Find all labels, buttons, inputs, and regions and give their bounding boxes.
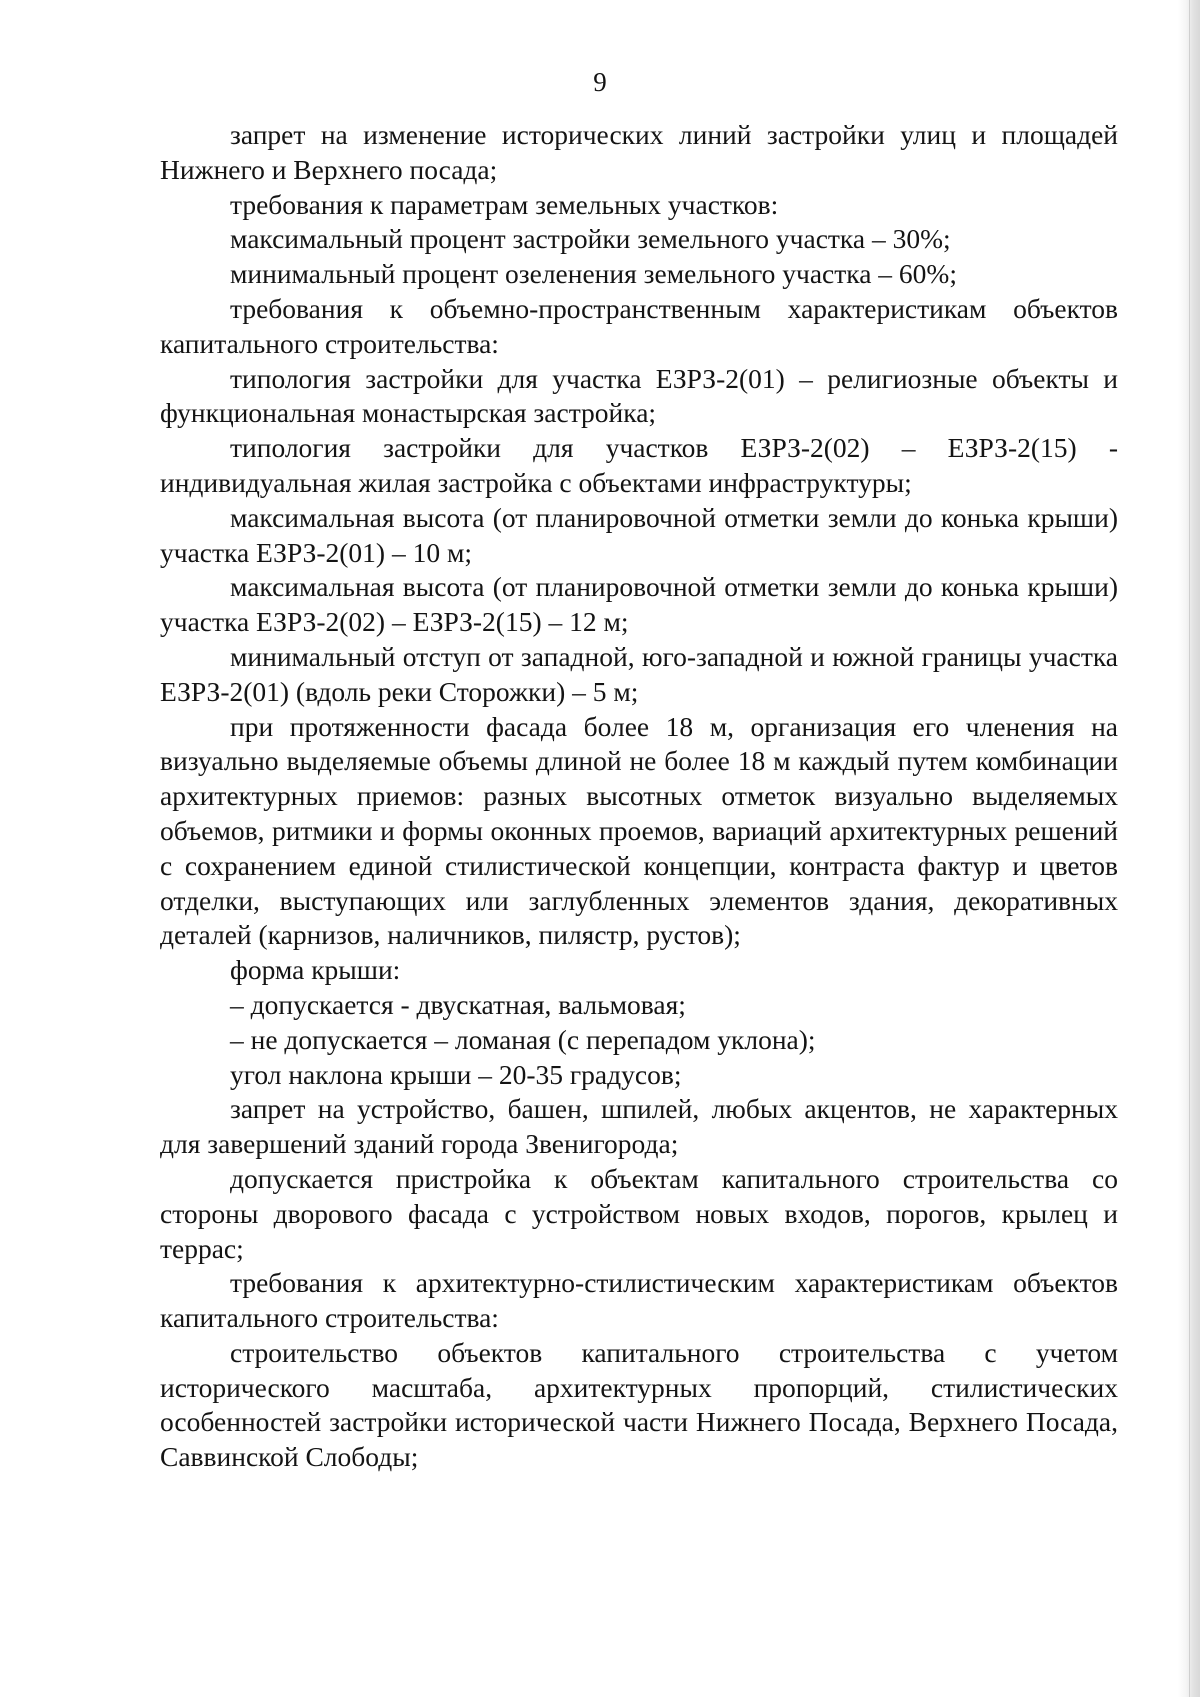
page-number: 9 xyxy=(593,67,607,97)
paragraph: минимальный отступ от западной, юго-западной и южной границы участка ЕЗРЗ-2(01) (вдоль реки Сторожки) – 5 м; xyxy=(160,640,1118,707)
paragraph: запрет на устройство, башен, шпилей, любых акцентов, не характерных для завершений зданий города Звенигорода; xyxy=(160,1093,1118,1160)
paragraph: форма крыши: xyxy=(230,954,401,986)
paragraph: при протяженности фасада более 18 м, организация его членения на визуально выделяемые объемы длиной не более 18 м каждый путем комбинации архитектурных приемов: разных высотных отметок визуально выделяемых объемов, ритмики и формы оконных проемов, вариаций архитектурных решений с сохранением единой стилистической концепции, контраста фактур и цветов отделки, выступающих или заглубленных элементов здания, декоративных деталей (карнизов, наличников, пилястр, рустов); xyxy=(160,710,1118,951)
paragraph: типология застройки для участка ЕЗРЗ-2(01) – религиозные объекты и функциональная монастырская застройка; xyxy=(160,362,1118,429)
paragraph: минимальный процент озеленения земельного участка – 60%; xyxy=(230,258,957,290)
paragraph: – не допускается – ломаная (с перепадом уклона); xyxy=(230,1023,816,1055)
scan-edge-line xyxy=(1189,0,1190,1697)
paragraph: максимальная высота (от планировочной отметки земли до конька крыши) участка ЕЗРЗ-2(02) – ЕЗРЗ-2(15) – 12 м; xyxy=(160,571,1118,638)
paragraph: максимальная высота (от планировочной отметки земли до конька крыши) участка ЕЗРЗ-2(01) – 10 м; xyxy=(160,501,1118,568)
paragraph: типология застройки для участков ЕЗРЗ-2(02) – ЕЗРЗ-2(15) - индивидуальная жилая застройка с объектами инфраструктуры; xyxy=(160,432,1118,498)
paragraph: допускается пристройка к объектам капитального строительства со стороны дворового фасада с устройством новых входов, порогов, крылец и террас; xyxy=(160,1162,1118,1264)
paragraph: максимальный процент застройки земельного участка – 30%; xyxy=(230,223,951,255)
paragraph: запрет на изменение исторических линий застройки улиц и площадей Нижнего и Верхнего посада; xyxy=(160,119,1118,185)
paragraph: – допускается - двускатная, вальмовая; xyxy=(230,988,686,1020)
document-body xyxy=(160,118,1118,1475)
paragraph: строительство объектов капитального строительства с учетом исторического масштаба, архитектурных пропорций, стилистических особенностей застройки исторической части Нижнего Посада, Верхнего Посада, Саввинской Слободы; xyxy=(160,1336,1118,1473)
paragraph: требования к объемно-пространственным характеристикам объектов капитального строительства: xyxy=(160,292,1118,359)
paragraph: требования к архитектурно-стилистическим характеристикам объектов капитального строительства: xyxy=(160,1267,1118,1334)
paragraph: требования к параметрам земельных участков: xyxy=(230,188,779,220)
paragraph: угол наклона крыши – 20-35 градусов; xyxy=(230,1058,682,1090)
